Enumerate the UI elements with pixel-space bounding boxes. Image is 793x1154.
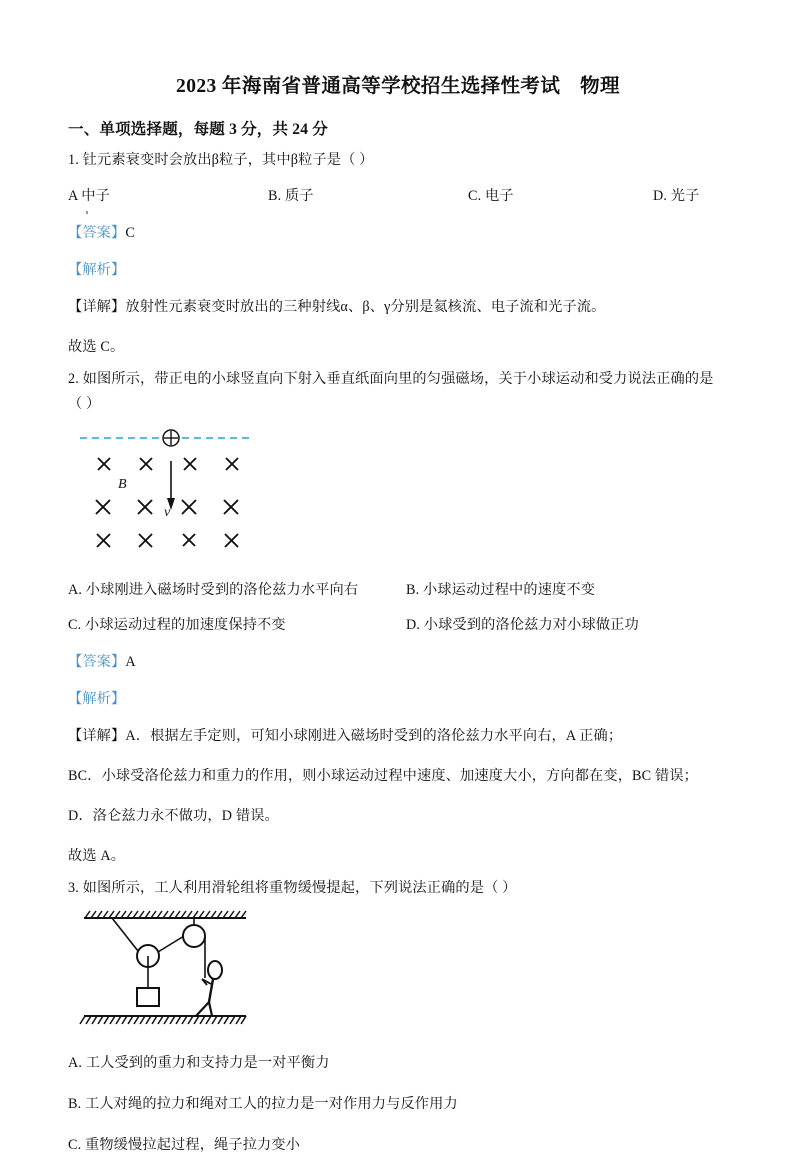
question-1-explanation-2: 故选 C。: [68, 338, 125, 355]
question-2-stem-line1: 2. 如图所示，带正电的小球竖直向下射入垂直纸面向里的匀强磁场，关于小球运动和受力说法正确的是: [68, 371, 714, 388]
question-2-analysis-label-row: [68, 688, 728, 708]
page-content: [68, 0, 728, 1154]
question-3-option-c[interactable]: C. 重物缓慢拉起过程，绳子拉力变小: [68, 1137, 301, 1154]
magnetic-field-label: B: [118, 477, 127, 493]
question-1-option-c[interactable]: C. 电子: [468, 188, 514, 204]
worker-leg-front: [209, 1002, 212, 1016]
cross-r2c3: [182, 500, 196, 514]
cross-r3c3: [183, 534, 195, 546]
ground-hatching: [80, 1016, 246, 1024]
question-1-answer: [68, 222, 728, 242]
cross-r2c1: [96, 500, 110, 514]
question-2-stem-line2: （ ）: [68, 396, 101, 413]
question-2-option-d[interactable]: D. 小球受到的洛伦兹力对小球做正功: [406, 617, 639, 634]
question-2-explanation-4: 故选 A。: [68, 847, 126, 864]
rope-ceiling-to-movable: [112, 918, 138, 951]
question-3-stem: 3. 如图所示，工人利用滑轮组将重物缓慢提起，下列说法正确的是（ ）: [68, 880, 517, 897]
question-3-option-b[interactable]: B. 工人对绳的拉力和绳对工人的拉力是一对作用力与反作用力: [68, 1096, 458, 1113]
cross-r3c2: [139, 534, 152, 547]
rope-movable-to-fixed: [158, 936, 184, 952]
question-2-answer: [68, 651, 728, 671]
question-2-option-c[interactable]: C. 小球运动过程的加速度保持不变: [68, 617, 286, 634]
analysis-label: 【解析】: [68, 262, 126, 278]
worker-head: [208, 961, 222, 979]
cross-r1c1: [98, 458, 110, 470]
question-1-explanation-1: 【详解】放射性元素衰变时放出的三种射线α、β、γ分别是氦核流、电子流和光子流。: [68, 299, 606, 315]
question-1-analysis-label-row: [68, 259, 728, 279]
page-title: 2023 年海南省普通高等学校招生选择性考试 物理: [176, 76, 620, 97]
question-3-option-a[interactable]: A. 工人受到的重力和支持力是一对平衡力: [68, 1055, 330, 1072]
field-cross-grid: [96, 458, 238, 547]
pulley-system-diagram: [76, 906, 306, 1031]
question-3-options: [68, 1052, 728, 1154]
worker-leg-back: [196, 1002, 209, 1016]
cross-r1c3: [184, 458, 196, 470]
question-2-explanation-3: D．洛仑兹力永不做功，D 错误。: [68, 807, 279, 824]
question-2-explanation-1: 【详解】A．根据左手定则，可知小球刚进入磁场时受到的洛伦兹力水平向右，A 正确；: [68, 728, 623, 745]
magnetic-field-diagram: [74, 424, 324, 564]
ceiling-hatching: [85, 911, 246, 918]
section-heading: 一、单项选择题，每题 3 分，共 24 分: [68, 121, 328, 138]
cross-r1c4: [226, 458, 238, 470]
question-1-option-b[interactable]: B. 质子: [268, 188, 314, 204]
question-1-stem: 1. 钍元素衰变时会放出β粒子，其中β粒子是（ ）: [68, 152, 374, 168]
answer-label: 【答案】: [68, 654, 126, 671]
question-3-figure: [76, 906, 306, 1031]
question-2-answer-value: A: [125, 654, 136, 671]
question-1-options: [68, 185, 728, 205]
cross-r3c1: [97, 534, 110, 547]
question-2-options-row-1: [68, 579, 728, 599]
load-block: [137, 988, 159, 1006]
cross-r2c4: [224, 500, 238, 514]
stray-mark: [86, 211, 88, 214]
answer-label: 【答案】: [68, 225, 126, 241]
question-2-options-row-2: [68, 614, 728, 634]
analysis-label: 【解析】: [68, 691, 126, 708]
velocity-label: v: [164, 505, 171, 521]
question-2-explanation-2: BC．小球受洛伦兹力和重力的作用，则小球运动过程中速度、加速度大小，方向都在变，BC 错误；: [68, 768, 698, 785]
question-1-option-a[interactable]: A 中子: [68, 188, 110, 204]
question-2-option-b[interactable]: B. 小球运动过程中的速度不变: [406, 582, 596, 599]
question-1-option-d[interactable]: D. 光子: [653, 188, 700, 204]
question-1-answer-value: C: [125, 225, 135, 241]
question-2-option-a[interactable]: A. 小球刚进入磁场时受到的洛伦兹力水平向右: [68, 582, 359, 599]
cross-r2c2: [138, 500, 152, 514]
fixed-pulley: [183, 925, 205, 947]
cross-r1c2: [140, 458, 152, 470]
cross-r3c4: [225, 534, 238, 547]
question-2-figure: [74, 424, 324, 564]
